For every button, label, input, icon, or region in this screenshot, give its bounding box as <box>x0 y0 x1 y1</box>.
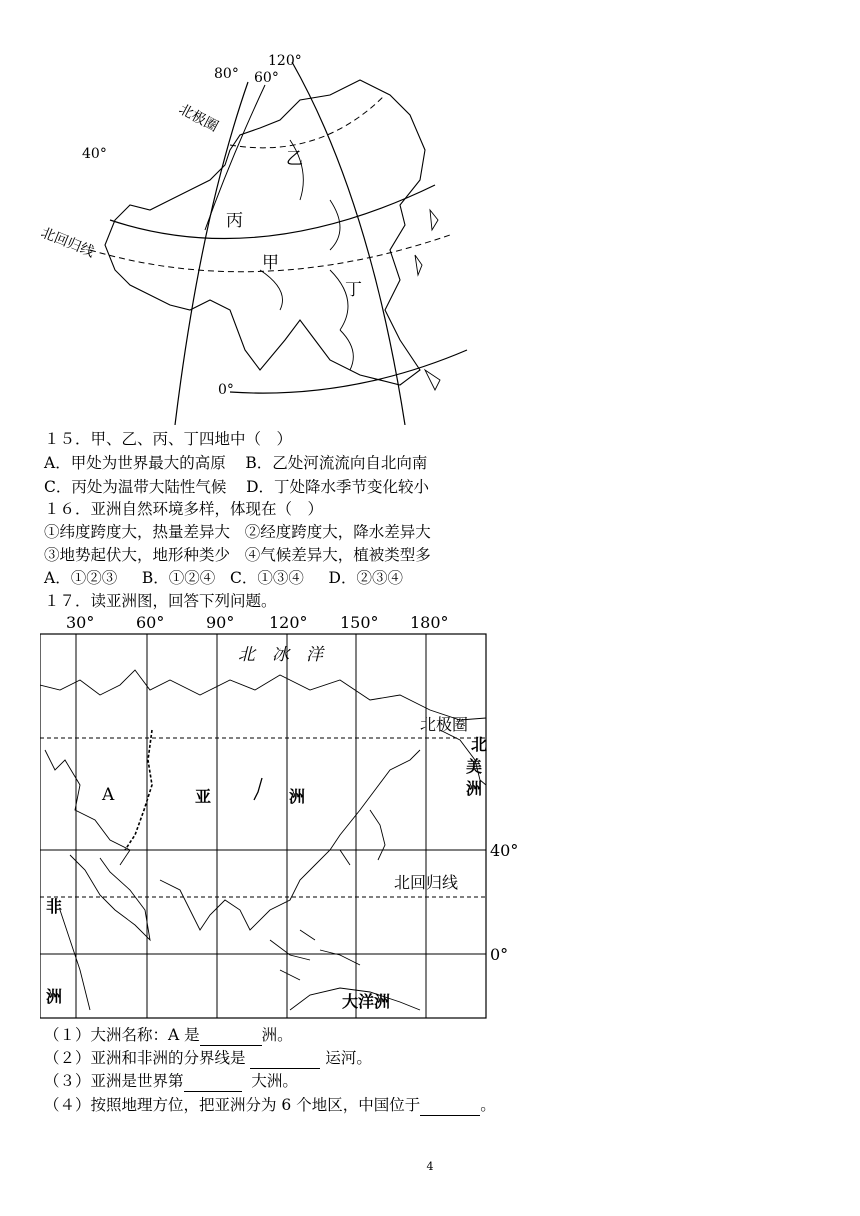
place-yi: 乙 <box>286 149 303 169</box>
africa-label-zhou: 洲 <box>46 987 63 1006</box>
q15-option-a[interactable]: A．甲处为世界最大的高原 <box>44 454 226 472</box>
q16-item-3: ③地势起伏大，地形种类少 <box>44 546 231 564</box>
q17-sub3-suffix: 大洲。 <box>251 1072 298 1090</box>
lon-label-30: 30° <box>66 613 95 632</box>
q16-item-1: ①纬度跨度大，热量差异大 <box>44 523 231 541</box>
arctic-circle-line <box>230 95 385 148</box>
arabia-africa-coast <box>60 855 150 1010</box>
asia-label-zhou: 洲 <box>289 787 306 806</box>
q15-option-c[interactable]: C．丙处为温带大陆性气候 <box>44 478 227 496</box>
q17-sub2-suffix: 运河。 <box>325 1049 372 1067</box>
tropic-cancer-label: 北回归线 <box>394 873 459 892</box>
lon-label-40: 40° <box>82 146 107 162</box>
lon-label-60: 60° <box>254 70 279 86</box>
q17-sub3 <box>44 1070 298 1092</box>
japan-islands <box>340 810 385 865</box>
asia-map-grid <box>40 610 520 1020</box>
lon-label-120: 120° <box>268 53 302 69</box>
q17-stem: １７．读亚洲图，回答下列问题。 <box>44 592 277 610</box>
eurasia-north-coast <box>40 670 486 720</box>
q16-item-2: ②经度跨度大，降水差异大 <box>244 523 431 541</box>
q17-sub1-answer-blank[interactable] <box>200 1029 262 1046</box>
q16-items-34 <box>44 544 431 566</box>
q16-options <box>44 567 403 589</box>
q17-sub4 <box>44 1094 496 1116</box>
lat-label-0: 0° <box>490 945 509 964</box>
lon-label-60: 60° <box>136 613 165 632</box>
lat-40-line <box>110 185 435 239</box>
q15-stem: １５．甲、乙、丙、丁四地中（ ） <box>44 430 293 448</box>
arctic-circle-label: 北极圈 <box>420 715 469 734</box>
q16-option-a[interactable]: A．①②③ <box>44 569 118 587</box>
q17-sub3-text: （３）亚洲是世界第 <box>44 1072 184 1090</box>
q17-sub4-suffix: 。 <box>480 1096 496 1114</box>
q17-sub1-text: （１）大洲名称：A 是 <box>44 1026 200 1044</box>
islands <box>415 210 440 390</box>
tropic-cancer-label: 北回归线 <box>38 224 97 261</box>
q15-option-d[interactable]: D．丁处降水季节变化较小 <box>246 478 430 496</box>
arctic-ocean-label: 北 冰 洋 <box>238 645 323 665</box>
q15-option-b[interactable]: B．乙处河流流向自北向南 <box>245 454 428 472</box>
place-jia: 甲 <box>262 253 279 273</box>
equator-line <box>230 350 467 393</box>
southeast-asia-islands <box>270 930 360 980</box>
q16-option-d[interactable]: D．②③④ <box>328 569 403 587</box>
lon-label-90: 90° <box>206 613 235 632</box>
north-america-label-zhou: 洲 <box>466 779 483 798</box>
q17-sub1 <box>44 1024 293 1046</box>
equator-label: 0° <box>218 382 234 398</box>
oceania-label: 大洋洲 <box>342 992 391 1011</box>
q16-items-12 <box>44 521 431 543</box>
q17-sub4-text: （４）按照地理方位，把亚洲分为 6 个地区，中国位于 <box>44 1096 421 1114</box>
asia-map-top <box>30 40 480 425</box>
arctic-circle-label: 北极圈 <box>176 101 221 136</box>
south-asia-coast <box>160 750 420 930</box>
lon-label-180: 180° <box>410 613 449 632</box>
q17-sub2 <box>44 1047 372 1069</box>
q17-sub2-text: （２）亚洲和非洲的分界线是 <box>44 1049 246 1067</box>
q17-sub3-answer-blank[interactable] <box>184 1075 242 1092</box>
q16-item-4: ④气候差异大，植被类型多 <box>244 546 431 564</box>
north-america-label-mei: 美 <box>466 757 483 776</box>
lon-label-120: 120° <box>269 613 308 632</box>
q17-sub1-suffix: 洲。 <box>261 1026 293 1044</box>
north-america-label-bei: 北 <box>471 735 488 754</box>
asia-outline <box>105 80 425 385</box>
africa-label-fei: 非 <box>46 897 63 916</box>
lon-label-80: 80° <box>214 66 239 82</box>
lake-baikal <box>254 778 262 800</box>
q16-stem: １６．亚洲自然环境多样，体现在（ ） <box>44 500 324 518</box>
q15-options-ab <box>44 452 427 474</box>
q17-sub2-answer-blank[interactable] <box>250 1052 320 1069</box>
lon-label-150: 150° <box>340 613 379 632</box>
europe-asia-boundary <box>125 730 152 850</box>
europe-coast <box>45 750 130 865</box>
q15-options-cd <box>44 476 429 498</box>
q16-option-b[interactable]: B．①②④ <box>141 569 216 587</box>
place-ding: 丁 <box>345 280 362 300</box>
lat-label-40: 40° <box>490 841 519 860</box>
page-number: 4 <box>426 1160 434 1173</box>
meridian-120 <box>292 62 405 425</box>
q17-sub4-answer-blank[interactable] <box>420 1099 480 1116</box>
meridian-60 <box>205 85 265 230</box>
q16-option-c[interactable]: C．①③④ <box>230 569 304 587</box>
asia-label-ya: 亚 <box>195 787 212 806</box>
place-bing: 丙 <box>226 211 243 231</box>
label-a: A <box>102 785 115 805</box>
